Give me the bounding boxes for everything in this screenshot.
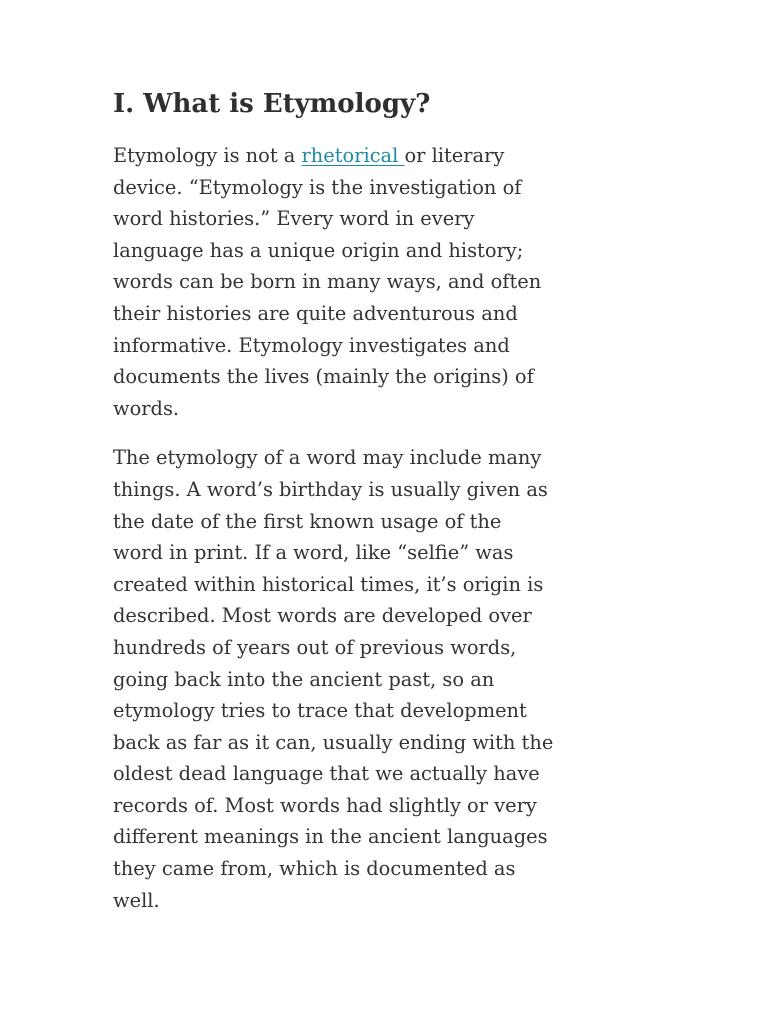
paragraph-2-line: described. Most words are developed over <box>113 604 532 628</box>
paragraph-2-line: records of. Most words had slightly or very <box>113 793 537 817</box>
paragraph-2-line: going back into the ancient past, so an <box>113 667 495 691</box>
paragraph-1-line: their histories are quite adventurous and <box>113 301 518 325</box>
paragraph-2-line: things. A word’s birthday is usually given as <box>113 477 548 501</box>
paragraph-1-line: words. <box>113 396 180 420</box>
paragraph-1-line: device. “Etymology is the investigation of <box>113 175 522 199</box>
paragraph-2-line: well. <box>113 888 160 912</box>
paragraph-1-line: word histories.” Every word in every <box>113 207 475 231</box>
paragraph-1 <box>113 140 583 424</box>
section-heading: I. What is Etymology? <box>113 89 431 119</box>
rhetorical-link[interactable]: rhetorical <box>301 144 405 167</box>
paragraph-2-line: The etymology of a word may include many <box>113 446 542 470</box>
paragraph-1-line <box>113 140 583 172</box>
paragraph-2-line: back as far as it can, usually ending with the <box>113 730 554 754</box>
paragraph-1-line: informative. Etymology investigates and <box>113 333 510 357</box>
paragraph-2-line: hundreds of years out of previous words, <box>113 635 517 659</box>
paragraph-2-line: they came from, which is documented as <box>113 857 516 881</box>
paragraph-2-line: created within historical times, it’s origin is <box>113 572 544 596</box>
paragraph-1-line: words can be born in many ways, and often <box>113 270 542 294</box>
paragraph-2-line: the date of the first known usage of the <box>113 509 502 533</box>
article <box>113 84 583 934</box>
text-run: Etymology is not a <box>113 144 302 167</box>
paragraph-2-line: etymology tries to trace that development <box>113 699 527 723</box>
paragraph-2 <box>113 442 583 916</box>
paragraph-2-line: oldest dead language that we actually have <box>113 762 540 786</box>
paragraph-2-line: word in print. If a word, like “selfie” was <box>113 541 514 565</box>
paragraph-2-line: different meanings in the ancient languages <box>113 825 548 849</box>
text-run: or literary <box>404 144 505 167</box>
paragraph-1-line: language has a unique origin and history; <box>113 238 524 262</box>
paragraph-1-line: documents the lives (mainly the origins) of <box>113 365 534 389</box>
